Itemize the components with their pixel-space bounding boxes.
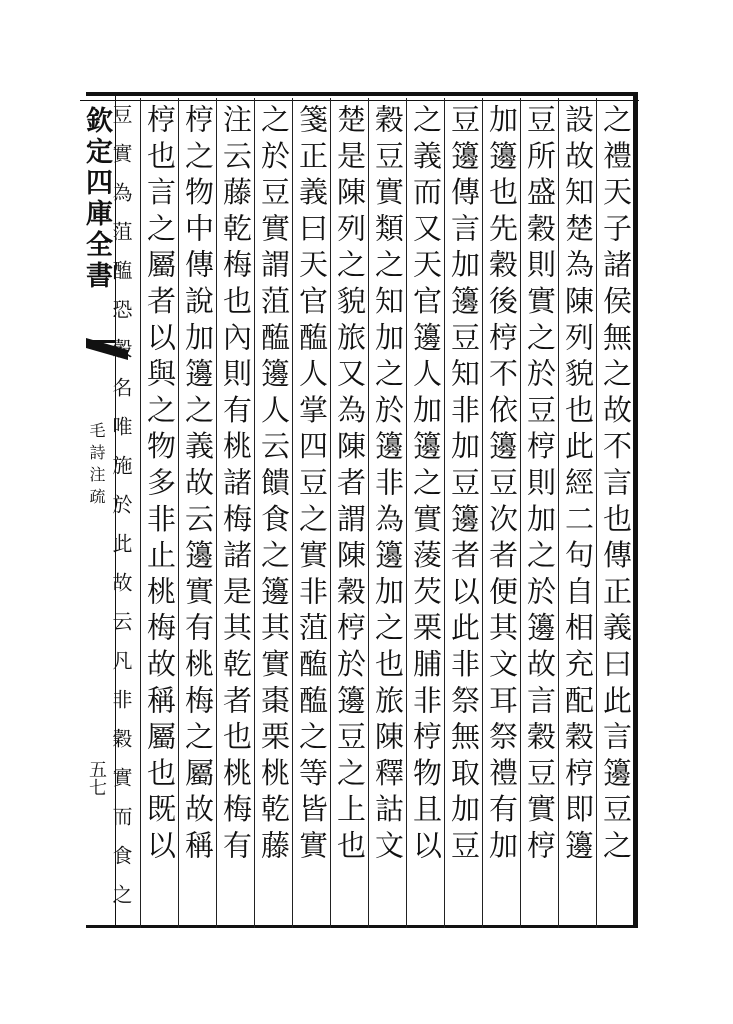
column-text: 之於豆實謂菹醢籩人云饋食之籩其實棗栗桃乾藤 bbox=[257, 104, 291, 867]
book-title: 毛詩注疏 bbox=[87, 422, 106, 510]
margin-title: 欽定四庫全書 bbox=[81, 106, 112, 292]
text-column-3 bbox=[520, 98, 558, 928]
page-number: 五七 bbox=[86, 760, 107, 796]
column-text: 豆實為菹醢恐穀名唯施於此故云凡非穀實而食之 bbox=[109, 104, 133, 923]
column-text: 穀豆實類之知加之於籩非為籩加之也旅陳釋詁文 bbox=[371, 104, 405, 867]
text-column-12 bbox=[178, 98, 216, 928]
text-column-13 bbox=[140, 98, 178, 928]
text-column-9 bbox=[292, 98, 330, 928]
text-column-5 bbox=[444, 98, 482, 928]
text-column-2 bbox=[558, 98, 596, 928]
column-text: 楚是陳列之貌旅又為陳者謂陳穀梈於籩豆之上也 bbox=[333, 104, 367, 867]
column-text: 梈也言之屬者以與之物多非止桃梅故稱屬也既以 bbox=[143, 104, 177, 867]
column-text: 設故知楚為陳列貌也此經二句自相充配穀梈即籩 bbox=[561, 104, 595, 867]
column-text: 箋正義曰天官醢人掌四豆之實非菹醢醢之等皆實 bbox=[295, 104, 329, 867]
text-column-11 bbox=[216, 98, 254, 928]
column-text: 加籩也先穀後梈不依籩豆次者便其文耳祭禮有加 bbox=[485, 104, 519, 867]
text-column-10 bbox=[254, 98, 292, 928]
column-text: 之禮天子諸侯無之故不言也傳正義曰此言籩豆之 bbox=[599, 104, 633, 867]
text-column-4 bbox=[482, 98, 520, 928]
column-text: 之義而又天官籩人加籩之實蔆芡栗脯非梈物且以 bbox=[409, 104, 443, 867]
text-column-14 bbox=[109, 98, 140, 928]
column-text: 豆籩傳言加籩豆知非加豆籩者以此非祭無取加豆 bbox=[447, 104, 481, 867]
column-text: 注云藤乾梅也內則有桃諸梅諸是其乾者也桃梅有 bbox=[219, 104, 253, 867]
text-column-6 bbox=[406, 98, 444, 928]
column-text: 梈之物中傳說加籩之義故云籩實有桃梅之屬故稱 bbox=[181, 104, 215, 867]
text-column-8 bbox=[330, 98, 368, 928]
column-text: 豆所盛穀則實之於豆梈則加之於籩故言穀豆實梈 bbox=[523, 104, 557, 867]
text-column-1 bbox=[596, 98, 634, 928]
text-column-7 bbox=[368, 98, 406, 928]
